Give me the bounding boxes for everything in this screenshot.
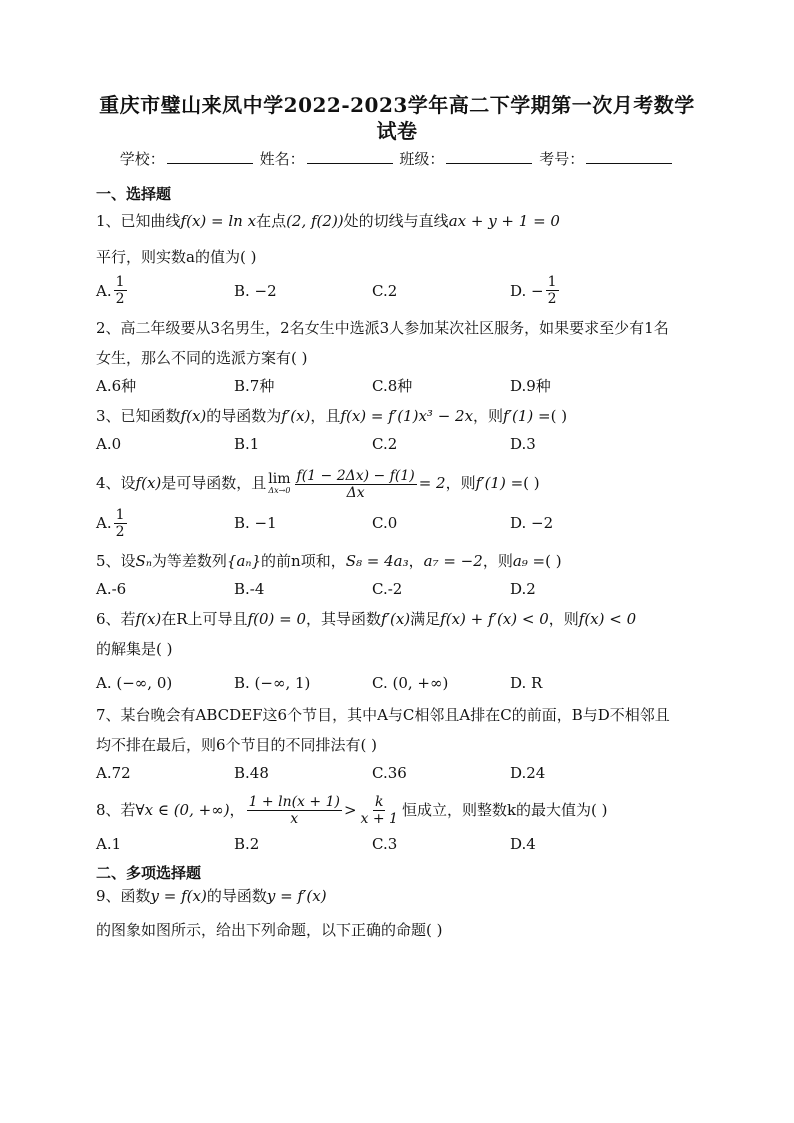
option-c[interactable]: C.2 <box>372 435 398 453</box>
q3-math: f′(1) = <box>503 407 551 425</box>
q9-math: y = f(x) <box>150 887 207 905</box>
q1-text: 1、已知曲线 <box>96 212 181 230</box>
option-a[interactable]: A.-6 <box>96 579 127 598</box>
option-b[interactable]: B.48 <box>234 763 269 782</box>
q4-text: 是可导函数，且 <box>161 474 267 492</box>
option-b[interactable]: B.-4 <box>234 579 265 598</box>
q9-text: 的导函数 <box>206 887 267 905</box>
q6-options <box>96 672 698 694</box>
q6-text: ，则 <box>548 609 579 628</box>
q5-text: 为等差数列 <box>151 551 227 570</box>
q3-text: ，且 <box>310 407 341 425</box>
q1-text: 处的切线与直线 <box>343 212 449 230</box>
q6-math: f(x) <box>135 609 162 628</box>
q3-options <box>96 433 698 455</box>
question-6-line2: 的解集是( ) <box>96 639 173 658</box>
q5-math: S₈ = 4a₃ <box>345 551 409 570</box>
q3-text: 3、已知函数 <box>96 407 181 425</box>
id-blank[interactable] <box>586 149 672 164</box>
q5-text: ，则 <box>482 551 513 570</box>
q1-math: f(x) = ln x <box>180 212 257 230</box>
option-d[interactable]: D.24 <box>510 763 546 782</box>
limit-word: lim <box>268 471 291 487</box>
option-d[interactable]: D. R <box>510 673 543 692</box>
q5-text: ， <box>408 551 424 570</box>
section-heading-choice: 一、选择题 <box>96 185 172 203</box>
q1-math: (2, f(2)) <box>286 212 344 230</box>
fraction <box>359 794 400 827</box>
question-2-line2: 女生，那么不同的选派方案有( ) <box>96 349 308 367</box>
fraction <box>546 274 559 307</box>
q8-text: 恒成立，则整数k的最大值为( ) <box>401 800 608 819</box>
q4-math: f′(1) = <box>475 474 524 492</box>
q6-text: ，其导函数 <box>306 609 382 628</box>
q3-text: ( ) <box>550 407 568 425</box>
q3-text: ，则 <box>473 407 504 425</box>
page-title: 重庆市璧山来凤中学2022-2023学年高二下学期第一次月考数学试卷 <box>99 93 695 143</box>
question-9 <box>96 885 698 907</box>
question-7: 7、某台晚会有ABCDEF这6个节目，其中A与C相邻且A排在C的前面，B与D不相邻且 <box>96 705 670 724</box>
question-4 <box>96 467 698 501</box>
limit <box>268 472 290 496</box>
question-9-line2: 的图象如图所示，给出下列命题，以下正确的命题( ) <box>96 921 443 939</box>
question-6 <box>96 608 698 630</box>
q8-options <box>96 833 698 855</box>
option-label: D. − <box>510 281 544 300</box>
q8-math: > <box>343 800 357 819</box>
option-d[interactable] <box>510 274 648 307</box>
fraction <box>114 507 127 540</box>
question-8 <box>96 794 698 828</box>
q6-math: f(x) + f′(x) < 0 <box>440 609 549 628</box>
q4-math: = 2 <box>418 474 446 492</box>
option-d[interactable]: D.3 <box>510 435 536 453</box>
option-a[interactable]: A.0 <box>96 435 122 453</box>
option-label: A. <box>96 514 112 532</box>
numerator: 1 + ln(x + 1) <box>248 794 340 810</box>
school-blank[interactable] <box>167 149 253 164</box>
numerator: 1 <box>547 274 557 290</box>
question-1 <box>96 210 698 232</box>
class-blank[interactable] <box>446 149 532 164</box>
limit-subscript: Δx→0 <box>268 486 291 495</box>
fraction <box>247 794 342 827</box>
q6-text: 在R上可导且 <box>161 609 248 628</box>
denominator: Δx <box>346 484 365 501</box>
option-b[interactable]: B. (−∞, 1) <box>234 673 311 692</box>
option-b[interactable]: B.2 <box>234 835 260 853</box>
numerator: 1 <box>115 506 125 523</box>
option-c[interactable]: C.-2 <box>372 579 403 598</box>
q8-text: ， <box>229 800 245 819</box>
q4-text: 4、设 <box>96 474 136 492</box>
q5-text: 5、设 <box>96 551 136 570</box>
student-info-row <box>96 148 698 170</box>
option-a[interactable] <box>96 274 234 307</box>
class-label: 班级： <box>399 150 445 168</box>
option-label: A. <box>96 281 112 300</box>
q5-math: a₉ = <box>512 551 546 570</box>
option-b[interactable]: B.1 <box>234 435 260 453</box>
section-heading-multi: 二、多项选择题 <box>96 864 202 882</box>
option-b[interactable]: B. −2 <box>234 281 277 300</box>
q4-text: ( ) <box>523 474 540 492</box>
q2-options <box>96 375 698 397</box>
name-blank[interactable] <box>307 149 393 164</box>
option-a[interactable] <box>96 507 234 540</box>
q3-math: f(x) = f′(1)x³ − 2x <box>340 407 474 425</box>
q9-text: 9、函数 <box>96 887 151 905</box>
q5-text: 的前n项和， <box>261 551 346 570</box>
fraction <box>295 468 417 501</box>
denominator: x <box>290 811 299 827</box>
q5-math: a₇ = −2 <box>423 551 483 570</box>
question-2: 2、高二年级要从3名男生，2名女生中选派3人参加某次社区服务，如果要求至少有1名 <box>96 319 669 337</box>
option-d[interactable]: D.2 <box>510 579 536 598</box>
q4-text: ，则 <box>445 474 476 492</box>
q6-text: 满足 <box>410 609 441 628</box>
school-label: 学校： <box>119 150 165 168</box>
option-c[interactable]: C.8种 <box>372 377 413 395</box>
q4-options <box>96 507 698 540</box>
q7-options <box>96 762 698 784</box>
q6-math: f′(x) <box>381 609 411 628</box>
option-c[interactable]: C.2 <box>372 281 398 300</box>
q4-math: f(x) <box>135 474 162 492</box>
q3-math: f′(x) <box>281 407 311 425</box>
option-c[interactable]: C. (0, +∞) <box>372 673 449 692</box>
option-a[interactable]: A.6种 <box>96 377 137 395</box>
question-7-line2: 均不排在最后，则6个节目的不同排法有( ) <box>96 735 378 754</box>
q5-options <box>96 578 698 600</box>
numerator: 1 <box>115 274 125 290</box>
option-a[interactable]: A.1 <box>96 835 122 853</box>
question-5 <box>96 550 698 572</box>
numerator: k <box>375 794 384 810</box>
name-label: 姓名： <box>259 150 305 168</box>
question-1-line2: 平行，则实数a的值为( ) <box>96 248 257 266</box>
option-c[interactable]: C.3 <box>372 835 398 853</box>
denominator: 2 <box>115 523 125 540</box>
denominator: 2 <box>115 291 125 307</box>
denominator: x + 1 <box>360 811 398 827</box>
id-label: 考号： <box>539 150 585 168</box>
numerator: f(1 − 2Δx) − f(1) <box>296 467 415 484</box>
q3-math: f(x) <box>180 407 207 425</box>
option-d[interactable]: D.9种 <box>510 377 551 395</box>
q8-text: 8、若 <box>96 800 136 819</box>
q5-math: Sₙ <box>135 551 152 570</box>
q3-text: 的导函数为 <box>206 407 282 425</box>
q6-math: f(0) = 0 <box>247 609 307 628</box>
fraction <box>114 274 127 307</box>
option-c[interactable]: C.36 <box>372 763 407 782</box>
q1-text: 在点 <box>256 212 287 230</box>
option-a[interactable]: A. (−∞, 0) <box>96 673 173 692</box>
option-a[interactable]: A.72 <box>96 763 131 782</box>
option-d[interactable]: D.4 <box>510 835 536 853</box>
q5-math: {aₙ} <box>226 551 262 570</box>
option-d[interactable]: D. −2 <box>510 514 554 532</box>
question-3 <box>96 405 698 427</box>
denominator: 2 <box>547 291 557 307</box>
q1-math: ax + y + 1 = 0 <box>448 212 560 230</box>
q6-text: 6、若 <box>96 609 136 628</box>
q8-math: ∀x ∈ (0, +∞) <box>135 800 230 819</box>
option-b[interactable]: B.7种 <box>234 377 275 395</box>
q1-options <box>96 274 698 307</box>
option-b[interactable]: B. −1 <box>234 514 277 532</box>
q6-math: f(x) < 0 <box>578 609 637 628</box>
option-c[interactable]: C.0 <box>372 514 398 532</box>
q5-text: ( ) <box>545 551 562 570</box>
q9-math: y = f′(x) <box>266 887 327 905</box>
